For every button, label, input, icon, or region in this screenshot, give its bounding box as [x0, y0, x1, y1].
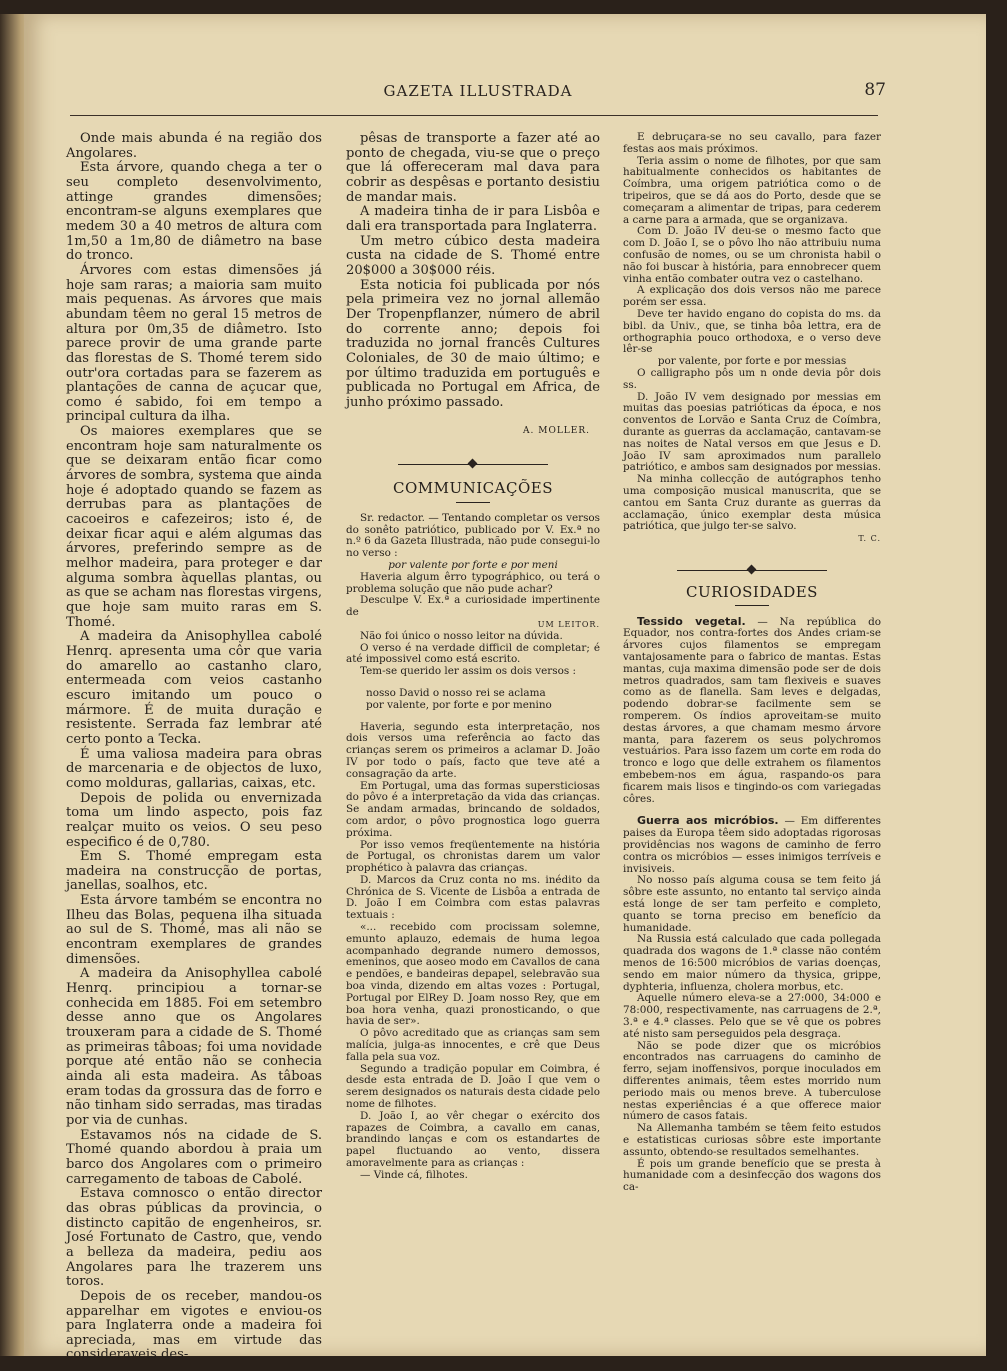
- reply-paragraph: O verso é na verdade difficil de completar; é até impossivel como está escrito.: [346, 641, 600, 666]
- paragraph: Deve ter havido engano do copista do ms. da bibl. da Univ., que, se tinha bôa lettra, era de orthographia pouco orthodoxa, e o verso deve lêr-se: [623, 307, 881, 356]
- paragraph: O calligrapho pôs um n onde devia pôr dois ss.: [623, 366, 881, 391]
- diamond-ornament-icon: [468, 459, 478, 469]
- paragraph: Na minha collecção de autógraphos tenho uma composição musical manuscrita, que se cantou em Santa Cruz durante as guerras da acclamação, único exemplar desta música patriótica, que julgo ter-se salvo.: [623, 473, 881, 533]
- section-divider: [398, 457, 548, 473]
- column-1: [66, 132, 322, 1363]
- paragraph: Em S. Thomé empregam esta madeira na construcção de portas, janellas, soalhos, etc.: [66, 849, 322, 894]
- publication-title: GAZETA ILLUSTRADA: [383, 82, 573, 100]
- reply-paragraph: O pôvo acreditado que as crianças sam sem malícia, julga-as innocentes, e crê que Deus falla pela sua voz.: [346, 1027, 600, 1063]
- article-subheading: Guerra aos micróbios.: [637, 814, 779, 828]
- paragraph: Um metro cúbico desta madeira custa na cidade de S. Thomé entre 20$000 a 30$000 réis.: [346, 233, 600, 278]
- reply-paragraph: D. Marcos da Cruz conta no ms. inédito da Chrónica de S. Vicente de Lisbôa a entrada de D. João I em Coimbra com estas palavras textuais :: [346, 873, 600, 922]
- article-text: — Em differentes paises da Europa têem sido adoptadas rigorosas providências nos wagons de caminho de ferro contra os micróbios — esses inimigos terríveis e invisiveis.: [623, 815, 881, 875]
- paragraph: Não se pode dizer que os micróbios encontrados nas carruagens do caminho de ferro, sejam inoffensivos, porque inoculados em differentes animais, têem estes morrido num periodo mais ou menos breve. A tuberculose nestas experiências é a que offerece maior número de casos fatais.: [623, 1039, 881, 1123]
- section-divider: [677, 563, 827, 579]
- paragraph: É pois um grande benefício que se presta à humanidade com a desinfecção dos wagons dos ca-: [623, 1157, 881, 1194]
- paragraph: Teria assim o nome de filhotes, por que sam habitualmente conhecidos os habitantes de Coímbra, uma origem patriótica como o de tripeiros, que se dá aos do Porto, desde que se começaram a alimentar de tripas, para cederem a carne para a armada, que se organizava.: [623, 154, 881, 226]
- page-number: 87: [864, 80, 886, 100]
- paragraph: Aquelle número eleva-se a 27:000, 34:000 e 78:000, respectivamente, nas carruagens de 2.ª, 3.ª e 4.ª classes. Pelo que se vê que os pobres até nisto sam perseguidos pela desgraça.: [623, 992, 881, 1040]
- quoted-verse: por valente por forte e por meni: [388, 558, 558, 571]
- paragraph: A explicação dos dois versos não me parece porém ser essa.: [623, 284, 881, 309]
- paragraph: Esta noticia foi publicada por nós pela primeira vez no jornal allemão Der Tropenpflanzer, número de abril do corrente anno; depois foi traduzida no jornal francês Cultures Coloniales, de 30 de maio último; e por último traduzida em português e publicada no Portugal em Africa, de junho próximo passado.: [346, 277, 600, 410]
- quotation-paragraph: «... recebido com procissam solemne, emunto aplauzo, edemais de huma legoa acompanhado degrande numero demossos, emeninos, que aoseo modo em Cavallos de cana e pendões, e bandeiras depapel, selebravão sua boa vinda, dizendo em altas vozes : Portugal, Portugal por ElRey D. Joam nosso Rey, que em boa hora venha, quazi pronosticando, o que havia de ser».: [346, 921, 600, 1028]
- reply-paragraph: Segundo a tradição popular em Coimbra, é desde esta entrada de D. João I que vem o serem designados os naturais desta cidade pelo nome de filhotes.: [346, 1062, 600, 1111]
- column-2: [346, 132, 600, 1182]
- section-heading-curiosidades: CURIOSIDADES: [686, 582, 818, 601]
- author-signature: A. MOLLER.: [523, 426, 590, 437]
- paragraph: A madeira da Anisophyllea cabolé Henrq. principiou a tornar-se conhecida em 1885. Foi em setembro desse anno que os Angolares trouxeram para a cidade de S. Thomé as primeiras tâboas; foi uma novidade porque até então não se conhecia ainda ali esta madeira. As tâboas eram todas da grossura das de forro e não tinham sido serradas, mas tiradas por via de cunhas.: [66, 966, 322, 1128]
- paragraph: Onde mais abunda é na região dos Angolares.: [66, 131, 322, 161]
- paragraph: É uma valiosa madeira para obras de marcenaria e de objectos de luxo, como molduras, gallarias, caixas, etc.: [66, 746, 322, 791]
- paragraph: E debruçara-se no seu cavallo, para fazer festas aos mais próximos.: [623, 131, 881, 155]
- paragraph: A madeira tinha de ir para Lisbôa e dali era transportada para Inglaterra.: [346, 204, 600, 234]
- poem-line: nosso David o nosso rei se aclama: [366, 686, 546, 699]
- page-header: [68, 80, 888, 104]
- reply-paragraph: D. João I, ao vêr chegar o exército dos rapazes de Coimbra, a cavallo em canas, brandindo lanças e com os estandartes de papel fluctuando ao vento, dissera amoravelmente para as crianças :: [346, 1109, 600, 1170]
- letter-paragraph: Sr. redactor. — Tentando completar os versos do sonêto patriótico, publicado por V. Ex.ª no n.º 6 da Gazeta Illustrada, não pude consegui-lo no verso :: [346, 511, 600, 560]
- paragraph: D. João IV vem designado por messias em muitas das poesias patrióticas da época, e nos conventos de Lorvão e Santa Cruz de Coímbra, durante as guerras da acclamação, cantavam-se nas noites de Natal versos em que Jesus e D. João IV sam aproximados num parallelo patriótico, e ambos sam designados por messias.: [623, 390, 882, 474]
- header-rule: [70, 115, 878, 116]
- article-guerra-aos-microbios: [623, 815, 881, 875]
- paragraph: pêsas de transporte a fazer até ao ponto de chegada, viu-se que o preço que lá offereceram mal dava para cobrir as despêsas e portanto desistiu de mandar mais.: [346, 131, 600, 205]
- quoted-verse: por valente, por forte e por messias: [657, 355, 847, 368]
- heading-rule: [456, 502, 490, 503]
- reply-paragraph: Em Portugal, uma das formas supersticiosas do pôvo é a interpretação da vida das crianças. Se andam armadas, brincando de soldados, com ardor, o pôvo prognostica logo guerra próxima.: [346, 779, 600, 839]
- article-tecido-vegetal: [623, 616, 881, 806]
- paragraph: Estavamos nós na cidade de S. Thomé quando abordou à praia um barco dos Angolares com o primeiro carregamento de taboas de Cabolé.: [66, 1127, 322, 1187]
- paragraph: Depois de os receber, mandou-os apparelhar em vigotes e enviou-os para Inglaterra onde a madeira foi apreciada, mas em virtude das consideraveis des-: [66, 1288, 322, 1363]
- letter-signature: UM LEITOR.: [537, 619, 600, 629]
- paragraph: Depois de polida ou envernizada toma um lindo aspecto, pois faz realçar muito os veios. O seu peso especifico é de 0,780.: [66, 790, 322, 850]
- paragraph: No nosso país alguma cousa se tem feito já sôbre este assunto, no entanto tal serviço ainda está longe de ser tam perfeito e completo, quanto se torna preciso em benefício da humanidade.: [623, 874, 881, 934]
- reply-paragraph: — Vinde cá, filhotes.: [360, 1168, 468, 1181]
- letter-paragraph: Desculpe V. Ex.ª a curiosidade impertinente de: [346, 594, 600, 619]
- article-subheading: Tessido vegetal.: [637, 614, 746, 628]
- paragraph: Esta árvore também se encontra no Ilheu das Bolas, pequena ilha situada ao sul de S. Thomé, mas ali não se encontram exemplares de grandes dimensões.: [66, 893, 322, 967]
- reply-paragraph: Por isso vemos freqüentemente na história de Portugal, os chronistas darem um valor prophético à palavra das crianças.: [346, 838, 600, 875]
- paragraph: Na Russia está calculado que cada pollegada quadrada dos wagons de 1.ª classe não contém menos de 16:500 micróbios de varias doenças, sendo em maior número da thysica, grippe, dyphteria, influenza, cholera morbus, etc.: [623, 933, 881, 993]
- letter-paragraph: Haveria algum êrro typográphico, ou terá o problema solução que não pude achar?: [346, 570, 600, 595]
- paragraph: Com D. João IV deu-se o mesmo facto que com D. João I, se o pôvo lho não attribuiu numa confusão de nomes, ou se um chronista habil o não foi buscar à história, para ennobrecer quem vinha então combater outra vez o castelhano.: [623, 225, 881, 285]
- poem-line: por valente, por forte e por menino: [366, 698, 552, 711]
- heading-rule: [735, 605, 769, 606]
- paragraph: Estava comnosco o então director das obras públicas da provincia, o distincto capitão de engenheiros, sr. José Fortunato de Castro, que, vendo a belleza da madeira, pediu aos Angolares para lhe trazerem uns toros.: [66, 1186, 322, 1290]
- section-heading-communicacoes: COMMUNICAÇÕES: [393, 479, 553, 498]
- column-3: [623, 132, 881, 1194]
- author-signature: T. C.: [858, 534, 881, 544]
- diamond-ornament-icon: [747, 564, 757, 574]
- reply-paragraph: Haveria, segundo esta interpretação, nos dois versos uma referência ao facto das crianças serem os primeiros a aclamar D. João IV por todo o país, facto que teve até a consagração da arte.: [346, 720, 600, 780]
- paragraph: A madeira da Anisophyllea cabolé Henrq. apresenta uma côr que varia do amarello ao castanho claro, entermeada com veios castanho escuro imitando um pouco o mármore. É de muita duração e resistente. Serrada faz lembrar até certo ponto a Teckа.: [66, 629, 322, 747]
- paragraph: Os maiores exemplares que se encontram hoje sam naturalmente os que se deixaram então ficar como árvores de sombra, systema que ainda hoje é adoptado quando se fazem as derrubas para as plantações de cacoeiros e cafezeiros; isto é, de deixar ficar aqui e além algumas das árvores, preferindo sempre as de melhor madeira, para proteger e dar alguma sombra àquellas plantas, ou as que se acham nas florestas virgens, que hoje sam muito raras em S. Thomé.: [66, 424, 322, 630]
- paragraph: Árvores com estas dimensões já hoje sam raras; a maioria sam muito mais pequenas. As árvores que mais abundam têem no geral 15 metros de altura por 0m,35 de diâmetro. Isto parece provir de uma grande parte das florestas de S. Thomé terem sido outr'ora cortadas para se fazerem as plantações de canna de açucar que, como é sabido, foi em tempo a principal cultura da ilha.: [66, 262, 322, 425]
- reply-paragraph: Não foi único o nosso leitor na dúvida.: [360, 629, 563, 642]
- article-text: — Na república do Equador, nos contra-fortes dos Andes criam-se árvores cujos filamentos se empregam vantajosamente para o fabrico de mantas. Estas mantas, cuja maxima dimensão pode ser de dois metros quadrados, sam tam flexiveis e suaves como as de flanella. Sam leves e delgadas, podendo dobrar-se facilmente sem se romperem. Os índios aproveitam-se muito destas árvores, a que chamam mesmo árvore manta, para fazerem os seus polychromos vestuários. Para isso fazem um corte em roda do tronco e logo que delle extrahem os filamentos embebem-nos em água, raspando-os para ficarem mais lisos e tingindo-os com variegadas côres.: [623, 615, 881, 805]
- paragraph: Na Allemanha também se têem feito estudos e estatisticas curiosas sôbre este importante assunto, obtendo-se resultados semelhantes.: [623, 1122, 881, 1158]
- reply-paragraph: Tem-se querido ler assim os dois versos :: [360, 665, 576, 678]
- paragraph: Esta árvore, quando chega a ter o seu completo desenvolvimento, attinge grandes dimensões; encontram-se alguns exemplares que medem 30 a 40 metros de altura com 1m,50 a 1m,80 de diâmetro na base do tronco.: [66, 160, 322, 264]
